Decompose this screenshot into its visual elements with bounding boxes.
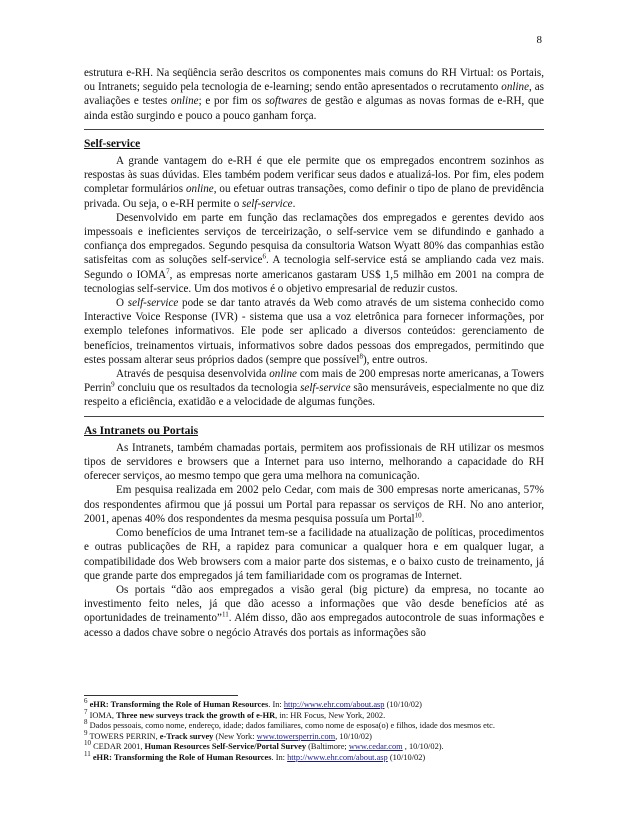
page-number: 8 — [536, 34, 542, 46]
footnote: $^{11}$ eHR: Transforming the Role of Human Resources. In: http://www.ehr.com/about.asp (10/10/02) — [84, 750, 426, 762]
intro-paragraph: estrutura e-RH. Na seqüência serão descritos os componentes mais comuns do RH Virtual: os Portais, ou Intranets; seguido pela tecnologia de e-learning; sendo então apresentados o recrutamento online, as avaliações e testes online; e por fim os softwares de gestão e algumas as novas formas de e-RH, que ainda estão surgindo e pouco a pouco ganham força. — [84, 67, 544, 122]
footnote-link[interactable]: http://www.ehr.com/about.asp — [283, 700, 385, 709]
footnote-ref[interactable]: 8 — [359, 352, 363, 361]
section-divider — [84, 416, 544, 417]
footnote-ref[interactable]: 7 — [166, 266, 170, 275]
footnote: $^{10}$ CEDAR 2001, Human Resources Self-Service/Portal Survey (Baltimore; www.cedar.com , 10/10/02). — [84, 739, 444, 752]
footnote: $^8$ Dados pessoais, como nome, endereço, idade; dados familiares, como nome de esposa(o) e filhos, idade dos mesmos etc. — [84, 718, 495, 731]
footnote-separator — [84, 695, 238, 696]
section-divider — [84, 129, 544, 130]
footnote-ref[interactable]: 6 — [262, 252, 266, 261]
paragraph: Através de pesquisa desenvolvida online com mais de 200 empresas norte americanas, a Towers Perrin$^9$ concluiu que os resultados da tecnologia self-service são mensuráveis, especialmente no que diz respeito a eficiência, exatidão e a velocidade de algumas funções. — [84, 368, 544, 409]
footnote-ref[interactable]: 9 — [111, 380, 115, 389]
footnote: $^9$ TOWERS PERRIN, e-Track survey (New York: www.towersperrin.com, 10/10/02) — [84, 728, 372, 741]
footnote-ref[interactable]: 10 — [414, 511, 422, 520]
footnotes — [84, 697, 554, 764]
footnote-link[interactable]: www.cedar.com — [348, 742, 403, 752]
footnote: $^6$ eHR: Transforming the Role of Human Resources. In: http://www.ehr.com/about.asp (10/10/02) — [84, 697, 422, 709]
paragraph: As Intranets, também chamadas portais, permitem aos profissionais de RH utilizar os mesmos tipos de servidores e browsers que a Internet para uso interno, melhorando a capacidade do RH oferecer serviços, ao mesmo tempo que gera uma melhora na comunicação. — [84, 441, 544, 483]
paragraph: Como benefícios de uma Intranet tem-se a facilidade na atualização de políticas, procedimentos e outras publicações de RH, a rapidez para comunicar a qualquer hora e em qualquer lugar, a compatibilidade dos Web browsers com a maior parte dos sistemas, e o baixo custo de treinamento, já que grande parte dos empregados já tem familiaridade com os programas de Internet. — [84, 527, 544, 582]
section-heading-self-service: Self-service — [84, 137, 141, 150]
footnote-ref[interactable]: 11 — [221, 610, 229, 619]
paragraph: A grande vantagem do e-RH é que ele permite que os empregados encontrem sozinhos as respostas às suas dúvidas. Eles também podem verificar seus dados e atualizá-los. Por fim, eles podem completar formulários online, ou efetuar outras transações, como definir o tipo de plano de previdência privada. Ou seja, o e-RH permite o self-service. — [84, 155, 544, 210]
paragraph: Desenvolvido em parte em função das reclamações dos empregados e gerentes devido aos impessoais e ineficientes serviços de terceirização, o self-service vem se difundindo e ganhado a confiança dos empregados. Segundo pesquisa da consultoria Watson Wyatt 80% das companhias estão satisfeitas com as soluções self-service$^6$. A tecnologia self-service está se ampliando cada vez mais. Segundo o IOMA$^7$, as empresas norte americanos gastaram US$ 1,5 milhão em 2001 na compra de tecnologias self-service. Um dos motivos é o objetivo empresarial de reduzir custos. — [84, 211, 545, 295]
footnote-link[interactable]: www.towersperrin.com — [256, 731, 336, 741]
footnote-link[interactable]: http://www.ehr.com/about.asp — [287, 752, 388, 762]
paragraph: Em pesquisa realizada em 2002 pelo Cedar, com mais de 300 empresas norte americanas, 57% dos respondentes afirmou que já possui um Portal para repassar os serviços de RH. No ano anterior, 2001, apenas 40% dos respondentes da mesma pesquisa possuía um Portal$^{10}$. — [84, 484, 544, 525]
paragraph: O self-service pode se dar tanto através da Web como através de um sistema conhecido como Interactive Voice Response (IVR) - sistema que usa a voz eletrônica para fornecer informações, por exemplo telefones informativos. Ele pode ser aplicado a diversos conteúdos: gerenciamento de benefícios, treinamentos virtuais, informativos sobre dados pessoas dos empregados, permitindo que estes possam alterar seus próprios dados (sempre que possível$^8$), entre outros. — [84, 297, 544, 366]
body-text — [84, 66, 544, 640]
paragraph: Os portais “dão aos empregados a visão geral (big picture) da empresa, no tocante ao investimento feito neles, já que dão acesso a informações que vão desde benefícios até as oportunidades de treinamento”$^{11}$. Além disso, dão aos empregados autocontrole de suas informações e acesso a dados chave sobre o negócio Através dos portais as informações são — [84, 583, 544, 639]
footnote: $^7$ IOMA, Three new surveys track the growth of e-HR, in: HR Focus, New York, 2002. — [84, 707, 386, 720]
section-heading-intranets: As Intranets ou Portais — [84, 424, 199, 437]
